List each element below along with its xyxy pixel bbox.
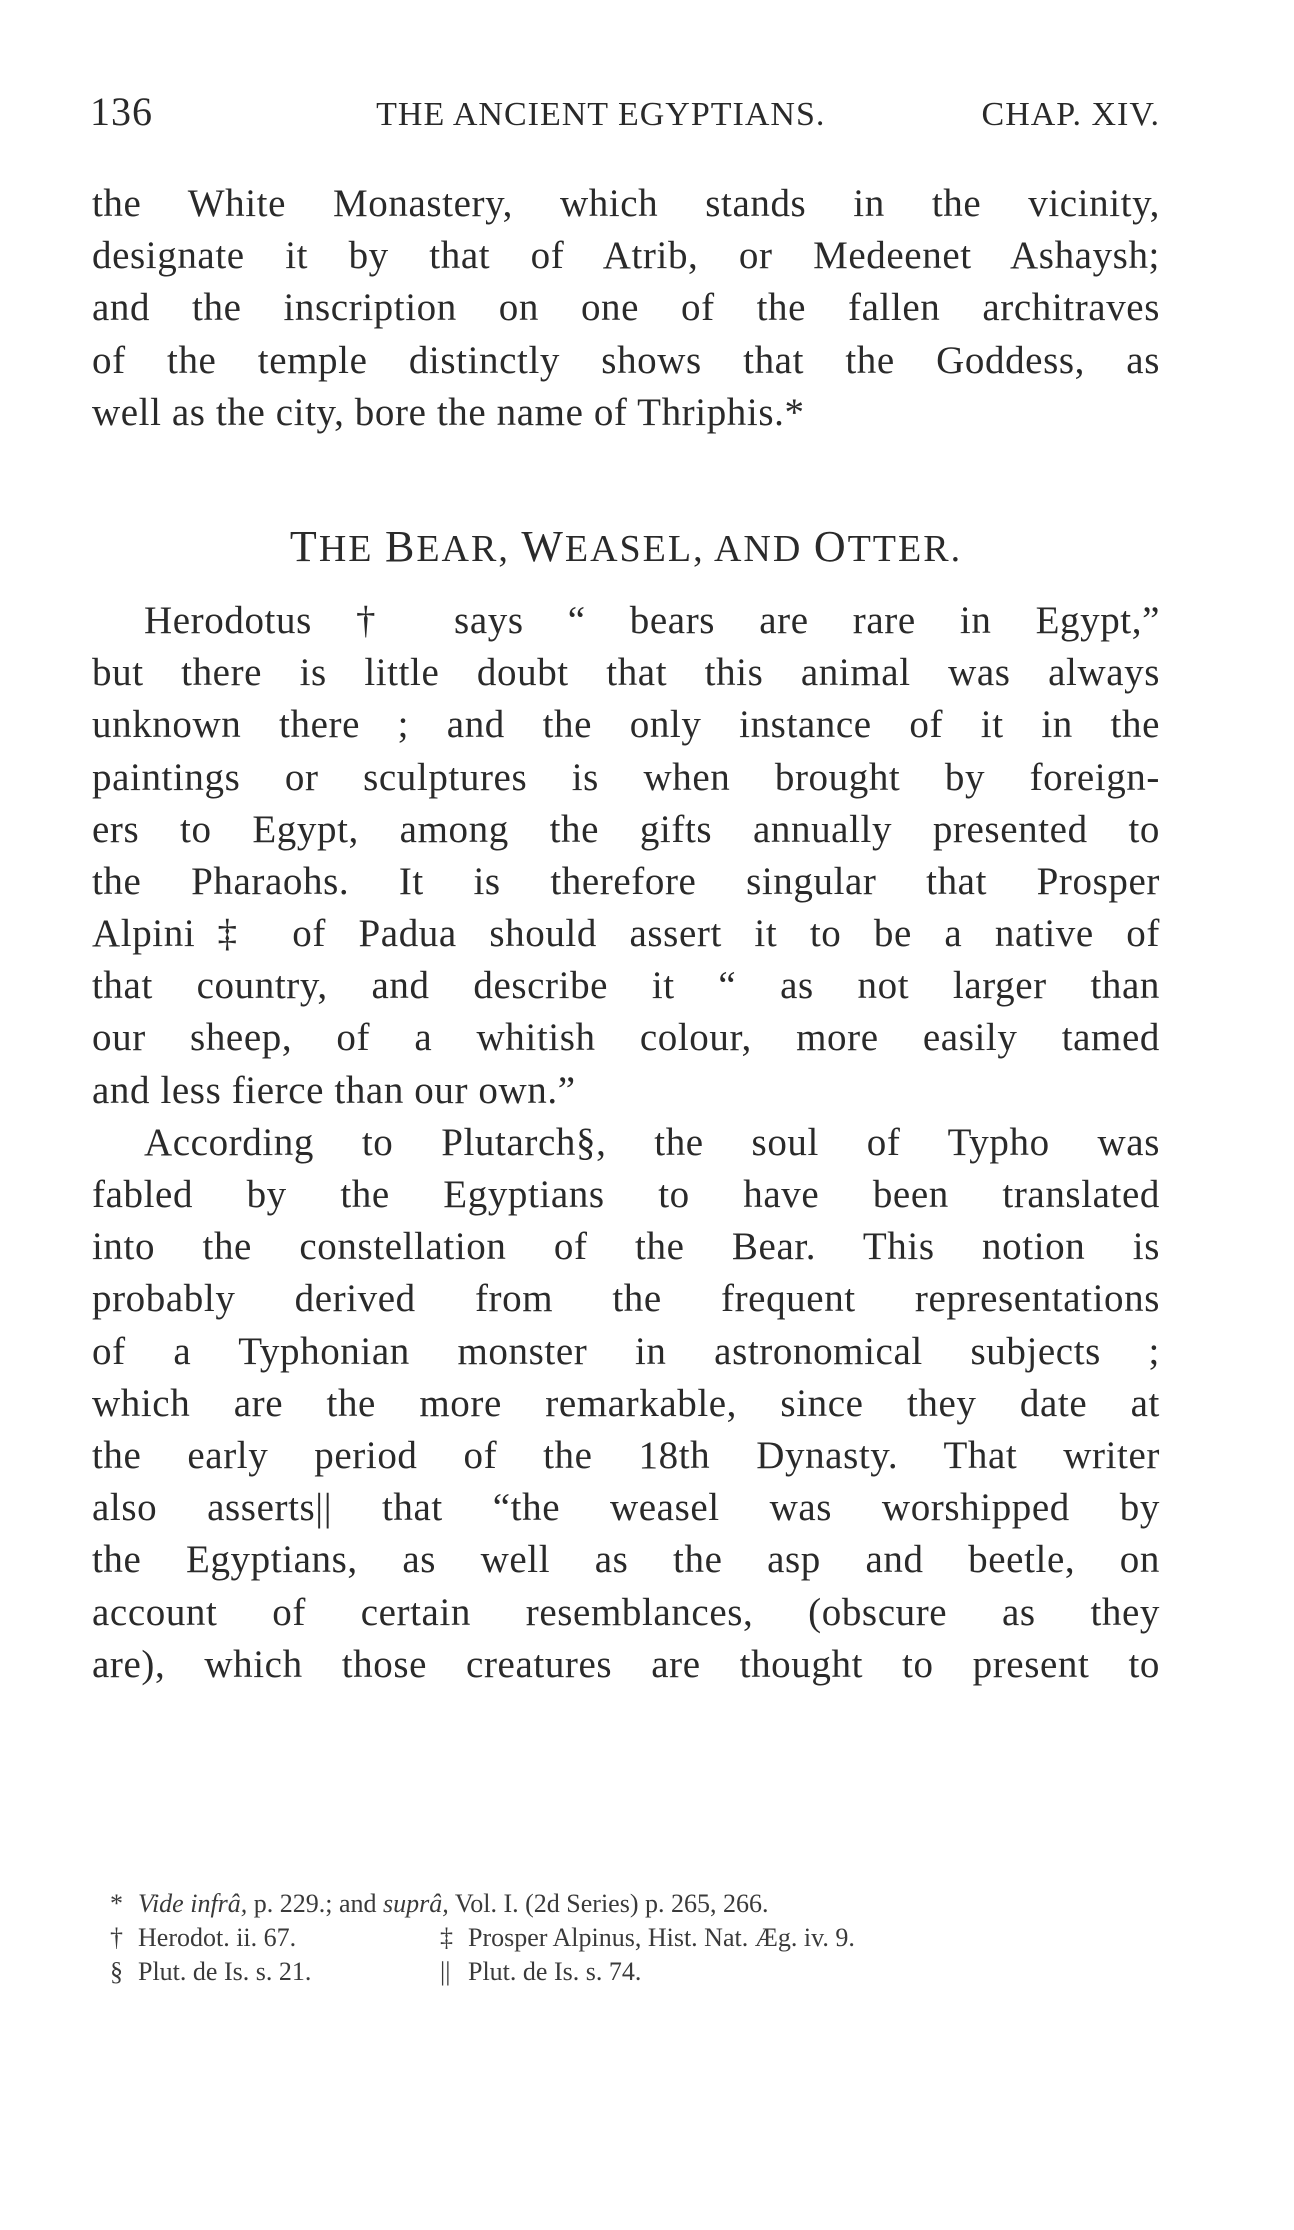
section-heading: THE BEAR, WEASEL, AND OTTER. [289, 521, 963, 571]
text-line: but there is little doubt that this animal was always [92, 651, 1160, 695]
footnote-mark: § [110, 1957, 123, 1986]
text-line: and less fierce than our own.” [92, 1068, 576, 1112]
footnote-mark: || [440, 1957, 451, 1986]
text-line: Alpini‡ of Padua should assert it to be a native of [92, 912, 1160, 956]
text-line: also asserts|| that “the weasel was worshipped by [92, 1486, 1160, 1530]
footnote-1 [110, 1887, 1170, 1921]
text-line: the White Monastery, which stands in the vicinity, [92, 182, 1160, 225]
text-line: into the constellation of the Bear. This notion is [92, 1225, 1160, 1269]
text-line: ers to Egypt, among the gifts annually presented to [92, 807, 1160, 851]
running-title: THE ANCIENT EGYPTIANS. [376, 96, 826, 133]
text-line: and the inscription on one of the fallen architraves [92, 286, 1160, 330]
text-line: designate it by that of Atrib, or Medeenet Ashaysh; [92, 234, 1160, 278]
text-line: paintings or sculptures is when brought by foreign- [92, 755, 1160, 799]
text-line: According to Plutarch§, the soul of Typho was [144, 1120, 1160, 1164]
text-line: of a Typhonian monster in astronomical subjects ; [92, 1329, 1160, 1373]
footnotes [110, 1887, 1170, 1989]
text-line: the early period of the 18th Dynasty. That writer [92, 1433, 1160, 1477]
text-line: the Pharaohs. It is therefore singular that Prosper [92, 859, 1160, 903]
footnote-text: Prosper Alpinus, Hist. Nat. Æg. iv. 9. [468, 1923, 855, 1952]
footnote-3 [440, 1921, 1170, 1955]
footnote-row-3 [110, 1955, 1170, 1989]
text-line: which are the more remarkable, since they date at [92, 1381, 1160, 1425]
footnote-4 [110, 1955, 440, 1989]
footnote-text: Herodot. ii. 67. [138, 1923, 297, 1952]
text-line: the Egyptians, as well as the asp and beetle, on [92, 1538, 1160, 1582]
paragraph-2 [92, 595, 1160, 1117]
page-number: 136 [90, 89, 153, 134]
text-line: well as the city, bore the name of Thriphis.* [92, 390, 805, 434]
running-head [90, 88, 1160, 132]
text-line: that country, and describe it “ as not larger than [92, 964, 1160, 1008]
footnote-mark: † [110, 1923, 123, 1952]
text-line: fabled by the Egyptians to have been translated [92, 1173, 1160, 1216]
footnote-mark: ‡ [440, 1923, 453, 1952]
text-line: probably derived from the frequent representations [92, 1277, 1160, 1321]
text-line: Herodotus † says “ bears are rare in Egypt,” [144, 598, 1160, 642]
paragraph-3 [92, 1117, 1160, 1691]
text-line: our sheep, of a whitish colour, more easily tamed [92, 1016, 1160, 1060]
paragraph-1 [92, 178, 1160, 439]
footnote-text: Plut. de Is. s. 74. [468, 1957, 642, 1986]
footnote-2 [110, 1921, 440, 1955]
running-chapter: CHAP. XIV. [981, 96, 1160, 133]
footnote-row-2 [110, 1921, 1170, 1955]
text-line: of the temple distinctly shows that the Goddess, as [92, 338, 1160, 382]
body-text [92, 178, 1160, 1691]
text-line: are), which those creatures are thought to present to [92, 1642, 1160, 1686]
text-line: account of certain resemblances, (obscure as they [92, 1590, 1160, 1634]
footnote-5 [440, 1955, 1170, 1989]
text-line: unknown there ; and the only instance of it in the [92, 703, 1160, 747]
footnote-text: Vide infrâ, p. 229.; and suprâ, Vol. I. (2d Series) p. 265, 266. [138, 1889, 769, 1918]
footnote-mark: * [110, 1889, 123, 1918]
footnote-text: Plut. de Is. s. 21. [138, 1957, 312, 1986]
